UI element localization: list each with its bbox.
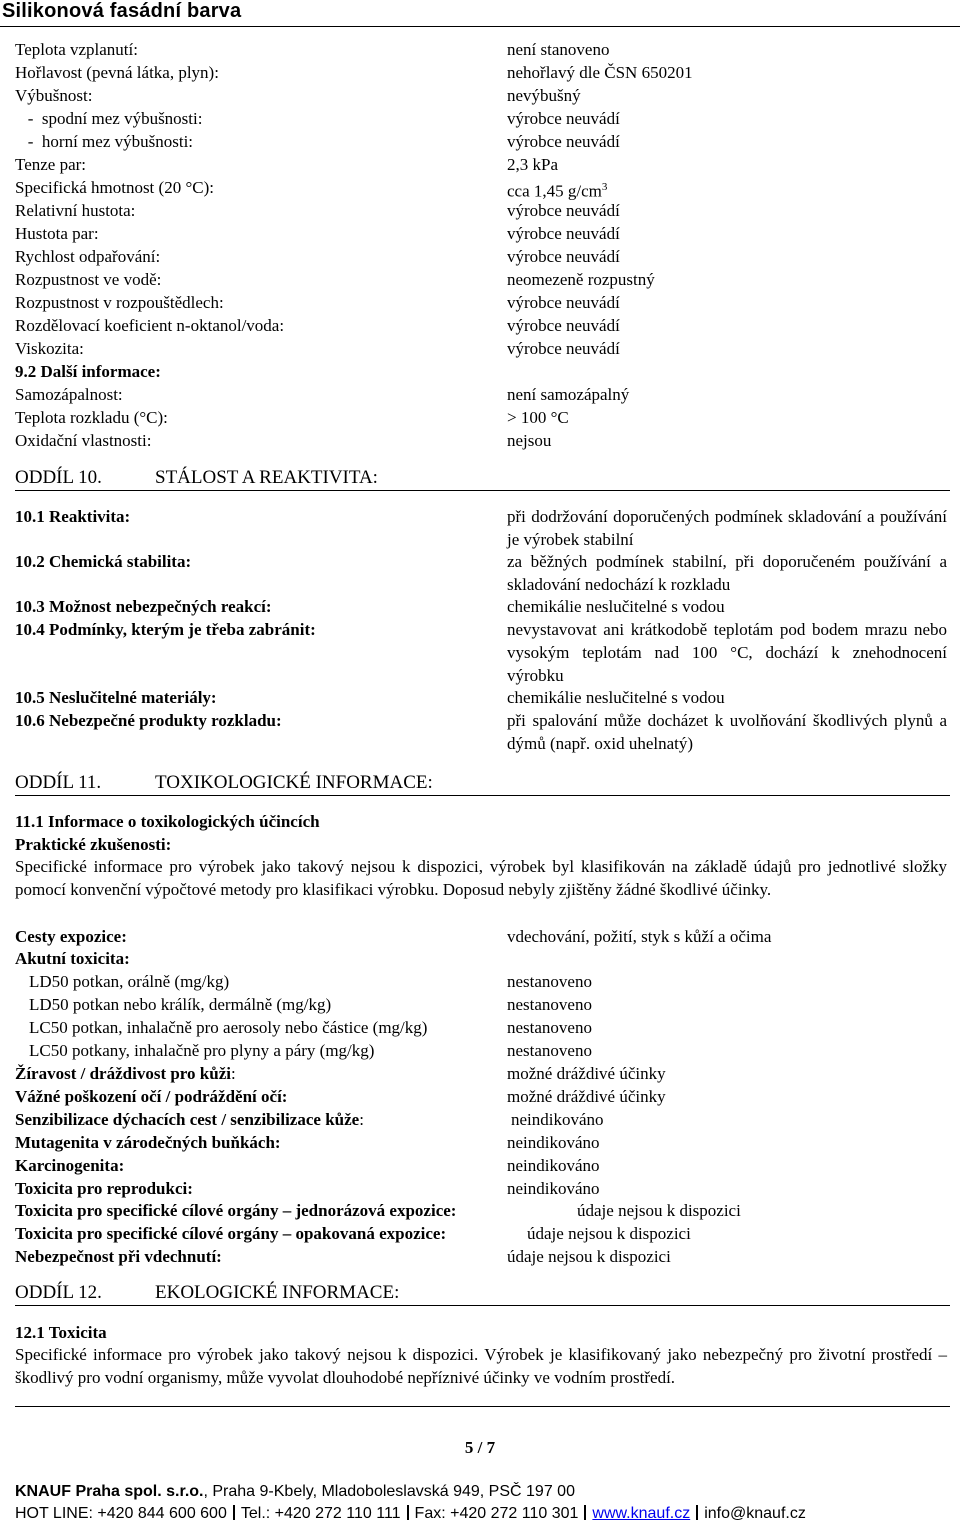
- separator: [233, 1505, 235, 1520]
- property-row: [0, 406, 960, 429]
- practical-experience-text: Specifické informace pro výrobek jako takový nejsou k dispozici, výrobek byl klasifikován na základě údajů pro jednotlivé složky pomocí konvenční výpočtové metody pro klasifikaci výrobku. Doposud nebyly zjištěny žádné škodlivé účinky.: [15, 857, 947, 899]
- section-row-value: za běžných podmínek stabilní, při doporučeném používání a skladování nedochází k rozkladu: [507, 552, 947, 594]
- property-value: nehořlavý dle ČSN 650201: [507, 63, 693, 82]
- acute-toxicity-test: LD50 potkan, orálně (mg/kg): [29, 972, 230, 991]
- property-value: výrobce neuvádí: [507, 316, 620, 335]
- property-row: [0, 291, 960, 314]
- property-value: není samozápalný: [507, 385, 630, 404]
- effect-value: neindikováno: [507, 1133, 600, 1152]
- aspiration-row: [0, 1245, 960, 1268]
- stot-single-row: [0, 1199, 960, 1222]
- property-value: výrobce neuvádí: [507, 201, 620, 220]
- practical-experience-label: [0, 833, 960, 856]
- separator: [696, 1505, 698, 1520]
- property-label: Teplota vzplanutí:: [15, 40, 138, 59]
- email: info@knauf.cz: [704, 1505, 806, 1522]
- effect-value: neindikováno: [511, 1110, 604, 1129]
- subsection-heading-text: 11.1 Informace o toxikologických účincích: [15, 812, 320, 831]
- section-row-label: 10.2 Chemická stabilita:: [15, 552, 192, 571]
- property-value: výrobce neuvádí: [507, 247, 620, 266]
- property-label: Rychlost odpařování:: [15, 247, 161, 266]
- exposure-row: [0, 925, 960, 948]
- property-value: výrobce neuvádí: [507, 132, 620, 151]
- property-label: Rozpustnost ve vodě:: [15, 270, 162, 289]
- effect-label-text: Mutagenita v zárodečných buňkách:: [15, 1133, 281, 1152]
- property-value: nevýbušný: [507, 86, 581, 105]
- section-row-label: 10.6 Nebezpečné produkty rozkladu:: [15, 711, 282, 730]
- aspiration-value: údaje nejsou k dispozici: [507, 1247, 671, 1266]
- property-row: [0, 176, 960, 199]
- property-label: Viskozita:: [15, 339, 84, 358]
- company-name: KNAUF Praha spol. s.r.o.: [15, 1483, 204, 1500]
- website-link[interactable]: www.knauf.cz: [592, 1505, 691, 1522]
- acute-toxicity-row: [0, 1016, 960, 1039]
- effect-row: [0, 1085, 960, 1108]
- property-row: [0, 61, 960, 84]
- property-row: [0, 383, 960, 406]
- property-label: Specifická hmotnost (20 °C):: [15, 178, 214, 197]
- property-label: Relativní hustota:: [15, 201, 136, 220]
- footer-company-line: [15, 1483, 575, 1501]
- acute-toxicity-row: [0, 1039, 960, 1062]
- exposure-label: Cesty expozice:: [15, 927, 127, 946]
- property-value: výrobce neuvádí: [507, 339, 620, 358]
- effect-row: [0, 1108, 960, 1131]
- property-row: [0, 268, 960, 291]
- property-label: Rozpustnost v rozpouštědlech:: [15, 293, 224, 312]
- property-value: výrobce neuvádí: [507, 224, 620, 243]
- property-row: [0, 314, 960, 337]
- footer-divider: [15, 1406, 950, 1407]
- exposure-value: vdechování, požití, styk s kůží a očima: [507, 927, 772, 946]
- acute-toxicity-value: nestanoveno: [507, 1018, 592, 1037]
- stot-single-value: údaje nejsou k dispozici: [577, 1201, 741, 1220]
- section-row-label: 10.3 Možnost nebezpečných reakcí:: [15, 597, 272, 616]
- section-row-label: 10.5 Neslučitelné materiály:: [15, 688, 217, 707]
- effect-label: [15, 1085, 287, 1108]
- fax: Fax: +420 272 110 301: [414, 1505, 579, 1522]
- effect-row: [0, 1131, 960, 1154]
- practical-experience-label-text: Praktické zkušenosti:: [15, 835, 172, 854]
- property-label: Oxidační vlastnosti:: [15, 431, 152, 450]
- property-label: Tenze par:: [15, 155, 87, 174]
- property-row: [0, 429, 960, 452]
- telephone: Tel.: +420 272 110 111: [240, 1505, 401, 1522]
- property-row: [0, 222, 960, 245]
- section-row-label: 10.4 Podmínky, kterým je třeba zabránit:: [15, 620, 316, 639]
- section-row-value: při dodržování doporučených podmínek skladování a používání je výrobek stabilní: [507, 507, 947, 549]
- section-12-heading: [15, 1281, 950, 1306]
- acute-toxicity-label: [0, 947, 960, 970]
- acute-toxicity-value: nestanoveno: [507, 1041, 592, 1060]
- property-value: výrobce neuvádí: [507, 109, 620, 128]
- section-number: ODDÍL 11.: [15, 772, 102, 793]
- acute-toxicity-test: LC50 potkan, inhalačně pro aerosoly nebo částice (mg/kg): [29, 1018, 428, 1037]
- effect-value: neindikováno: [507, 1156, 600, 1175]
- property-row: [0, 84, 960, 107]
- separator: [407, 1505, 409, 1520]
- effect-label-text: Vážné poškození očí / podráždění očí:: [15, 1087, 288, 1106]
- property-label: - horní mez výbušnosti:: [15, 132, 194, 151]
- company-address: , Praha 9-Kbely, Mladoboleslavská 949, PSČ 197 00: [203, 1483, 575, 1500]
- property-row: [0, 337, 960, 360]
- section-number: ODDÍL 10.: [15, 467, 102, 488]
- effect-value: možné dráždivé účinky: [507, 1087, 666, 1106]
- property-label: Samozápalnost:: [15, 385, 123, 404]
- effect-row: [0, 1177, 960, 1200]
- acute-toxicity-test: LD50 potkan nebo králík, dermálně (mg/kg): [29, 995, 332, 1014]
- section-title: STÁLOST A REAKTIVITA:: [155, 467, 378, 488]
- effect-value: možné dráždivé účinky: [507, 1064, 666, 1083]
- property-value: nejsou: [507, 431, 552, 450]
- acute-toxicity-value: nestanoveno: [507, 995, 592, 1014]
- section-row-label: 10.1 Reaktivita:: [15, 507, 131, 526]
- acute-toxicity-row: [0, 970, 960, 993]
- ecotoxicity-text: Specifické informace pro výrobek jako takový nejsou k dispozici. Výrobek je klasifikovaný jako nebezpečný pro životní prostředí – škodlivý pro vodní organismy, může vyvolat dlouhodobé nepříznivé účinky ve vodním prostředí.: [15, 1345, 947, 1387]
- effect-row: [0, 1062, 960, 1085]
- aspiration-label: Nebezpečnost při vdechnutí:: [15, 1247, 222, 1266]
- effect-label-suffix: :: [359, 1110, 364, 1129]
- hotline: HOT LINE: +420 844 600 600: [15, 1505, 227, 1522]
- section-title: TOXIKOLOGICKÉ INFORMACE:: [155, 772, 433, 793]
- property-label: Výbušnost:: [15, 86, 93, 105]
- property-value: výrobce neuvádí: [507, 293, 620, 312]
- header-divider: [0, 26, 960, 27]
- stot-repeated-row: [0, 1222, 960, 1245]
- section-row-value: při spalování může docházet k uvolňování škodlivých plynů a dýmů (např. oxid uhelnatý): [507, 711, 947, 753]
- property-row: [0, 38, 960, 61]
- property-value: 2,3 kPa: [507, 155, 558, 174]
- section-row-value: chemikálie neslučitelné s vodou: [507, 597, 725, 616]
- effect-value: neindikováno: [507, 1179, 600, 1198]
- property-row: [0, 245, 960, 268]
- acute-toxicity-row: [0, 993, 960, 1016]
- stot-single-label: Toxicita pro specifické cílové orgány – jednorázová expozice:: [15, 1201, 457, 1220]
- effect-label-suffix: :: [230, 1064, 236, 1083]
- effect-label: [15, 1154, 124, 1177]
- section-10-heading: [15, 466, 950, 491]
- acute-toxicity-label-text: Akutní toxicita:: [15, 949, 130, 968]
- effect-row: [0, 1154, 960, 1177]
- effect-label-text: Žíravost / dráždivost pro kůži: [15, 1064, 231, 1083]
- section-row-value: nevystavovat ani krátkodobě teplotám pod bodem mrazu nebo vysokým teplotám nad 100 °C, dochází k znehodnocení výrobku: [507, 620, 947, 685]
- property-label: Rozdělovací koeficient n-oktanol/voda:: [15, 316, 285, 335]
- effect-label: [15, 1108, 364, 1131]
- subsection-heading-text: 12.1 Toxicita: [15, 1323, 107, 1342]
- acute-toxicity-value: nestanoveno: [507, 972, 592, 991]
- property-row: [0, 130, 960, 153]
- subsection-heading-text: 9.2 Další informace:: [15, 362, 161, 381]
- document-title: Silikonová fasádní barva: [2, 0, 242, 22]
- property-label: Hořlavost (pevná látka, plyn):: [15, 63, 219, 82]
- section-row-value: chemikálie neslučitelné s vodou: [507, 688, 725, 707]
- density-unit-exponent: 3: [601, 181, 608, 193]
- separator: [584, 1505, 586, 1520]
- property-row: [0, 153, 960, 176]
- page-number: 5 / 7: [464, 1438, 496, 1457]
- subsection-heading: [0, 810, 960, 833]
- property-row: [0, 199, 960, 222]
- effect-label: [15, 1131, 281, 1154]
- effect-label: [15, 1062, 236, 1085]
- acute-toxicity-test: LC50 potkany, inhalačně pro plyny a páry (mg/kg): [29, 1041, 375, 1060]
- effect-label: [15, 1177, 193, 1200]
- property-row: [0, 107, 960, 130]
- stot-repeated-value: údaje nejsou k dispozici: [527, 1224, 691, 1243]
- section-11-heading: [15, 771, 950, 796]
- subsection-heading: [0, 360, 960, 383]
- section-number: ODDÍL 12.: [15, 1282, 102, 1303]
- property-label: Hustota par:: [15, 224, 99, 243]
- density-value: cca 1,45 g/cm: [507, 181, 602, 201]
- effect-label-text: Senzibilizace dýchacích cest / senzibilizace kůže: [15, 1110, 360, 1129]
- stot-repeated-label: Toxicita pro specifické cílové orgány – opakovaná expozice:: [15, 1224, 447, 1243]
- property-label: Teplota rozkladu (°C):: [15, 408, 168, 427]
- section-title: EKOLOGICKÉ INFORMACE:: [155, 1282, 400, 1303]
- effect-label-text: Toxicita pro reprodukci:: [15, 1179, 193, 1198]
- property-value: není stanoveno: [507, 40, 610, 59]
- footer-contact-line: [15, 1505, 806, 1523]
- subsection-heading: [0, 1321, 960, 1344]
- property-label: - spodní mez výbušnosti:: [15, 109, 203, 128]
- effect-label-text: Karcinogenita:: [15, 1156, 125, 1175]
- property-value: > 100 °C: [507, 408, 569, 427]
- property-value: neomezeně rozpustný: [507, 270, 655, 289]
